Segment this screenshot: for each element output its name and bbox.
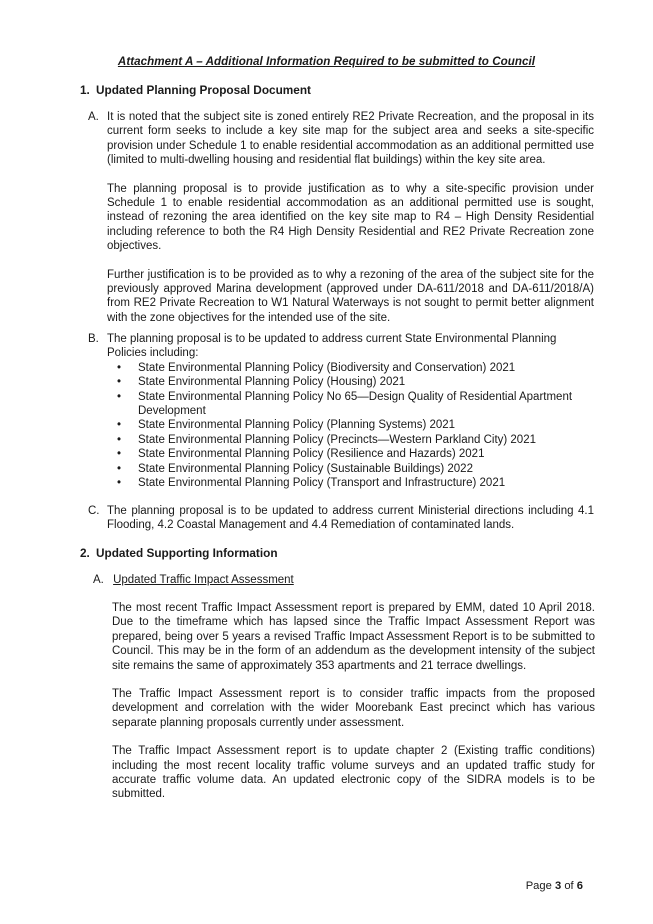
of-label: of [564, 880, 574, 892]
list-item: • State Environmental Planning Policy (Resilience and Hazards) 2021 [117, 448, 485, 461]
page-label: Page [525, 880, 552, 892]
list-item: • State Environmental Planning Policy (Transport and Infrastructure) 2021 [117, 477, 506, 490]
section-1-item-b [88, 332, 594, 490]
item-b-intro: The planning proposal is to be updated to address current State Environmental Planning Policies including: [107, 333, 557, 360]
sepp-list [107, 361, 594, 491]
bullet-icon: • [117, 433, 122, 446]
traffic-paragraph-3: The Traffic Impact Assessment report is to update chapter 2 (Existing traffic conditions) including the most recent locality traffic volume surveys and an updated traffic study for accurate traffic volume data. An updated electronic copy of the SIDRA models is to be submitted. [112, 745, 595, 801]
item-a-paragraph-2: The planning proposal is to provide justification as to why a site-specific provision under Schedule 1 to enable residential accommodation as an additional permitted use is sought, instead of rezoning the area identified on the key site map to R4 – High Density Residential including reference to both the R4 High Density Residential and RE2 Private Recreation zone objectives. [107, 182, 594, 253]
section-1-item-a [88, 110, 594, 325]
bullet-icon: • [117, 419, 122, 432]
bullet-icon: • [117, 390, 122, 403]
traffic-assessment-body [112, 601, 595, 802]
section-2-item-a-heading: Updated Traffic Impact Assessment [113, 574, 294, 586]
bullet-icon: • [117, 448, 122, 461]
list-item: • State Environmental Planning Policy (Biodiversity and Conservation) 2021 [117, 361, 516, 374]
section-2-item-a-letter: A. [93, 574, 104, 586]
section-1-item-c [88, 504, 594, 533]
list-item: • State Environmental Planning Policy (Housing) 2021 [117, 376, 406, 389]
bullet-icon: • [117, 376, 122, 389]
bullet-icon: • [117, 361, 122, 374]
item-c-paragraph: The planning proposal is to be updated to address current Ministerial directions including 4.1 Flooding, 4.2 Coastal Management and 4.4 Remediation of contaminated lands. [107, 505, 594, 532]
traffic-paragraph-1: The most recent Traffic Impact Assessment report is prepared by EMM, dated 10 April 2018. Due to the timeframe which has lapsed since the Traffic Impact Assessment Report was prepared, being over 5 years a revised Traffic Impact Assessment Report is to be submitted to Council. This may be in the form of an addendum as the development intensity of the subject site remains the same of approximately 353 apartments and 21 terrace dwellings. [112, 602, 595, 672]
section-1-title: Updated Planning Proposal Document [96, 83, 311, 97]
bullet-icon: • [117, 462, 122, 475]
page-number-footer [526, 880, 583, 892]
traffic-paragraph-2: The Traffic Impact Assessment report is to consider traffic impacts from the proposed development and correlation with the wider Moorebank East precinct which has various separate planning proposals currently under assessment. [112, 688, 595, 729]
total-pages: 6 [576, 880, 583, 892]
list-item: • State Environmental Planning Policy (Sustainable Buildings) 2022 [117, 462, 473, 475]
section-2-item-a [93, 573, 595, 587]
current-page: 3 [554, 880, 562, 892]
item-a-paragraph-1: It is noted that the subject site is zoned entirely RE2 Private Recreation, and the proposal in its current form seeks to include a key site map for the subject area and seeks a site-specific provision under Schedule 1 to enable residential accommodation as an additional permitted use (limited to multi-dwelling housing and residential flat buildings) within the key site area. [107, 111, 594, 167]
page-title: Attachment A – Additional Information Required to be submitted to Council [117, 55, 536, 68]
item-a-paragraph-3: Further justification is to be provided as to why a rezoning of the area of the subject site for the previously approved Marina development (approved under DA-611/2018 and DA-611/2018/A) from RE2 Private Recreation to W1 Natural Waterways is not sought to permit better alignment with the zone objectives for the intended use of the site. [107, 268, 594, 324]
item-a-letter: A. [88, 111, 99, 123]
bullet-icon: • [117, 477, 122, 490]
section-2-title: Updated Supporting Information [96, 546, 278, 560]
section-1-heading [80, 83, 311, 97]
item-b-letter: B. [88, 333, 99, 345]
list-item: • State Environmental Planning Policy No 65—Design Quality of Residential Apartment Development [117, 390, 573, 418]
section-2-heading [80, 546, 278, 560]
section-2-number: 2. [80, 546, 90, 560]
section-1-number: 1. [80, 83, 90, 97]
item-c-letter: C. [88, 505, 100, 517]
list-item: • State Environmental Planning Policy (Precincts—Western Parkland City) 2021 [117, 433, 536, 446]
list-item: • State Environmental Planning Policy (Planning Systems) 2021 [117, 419, 456, 432]
